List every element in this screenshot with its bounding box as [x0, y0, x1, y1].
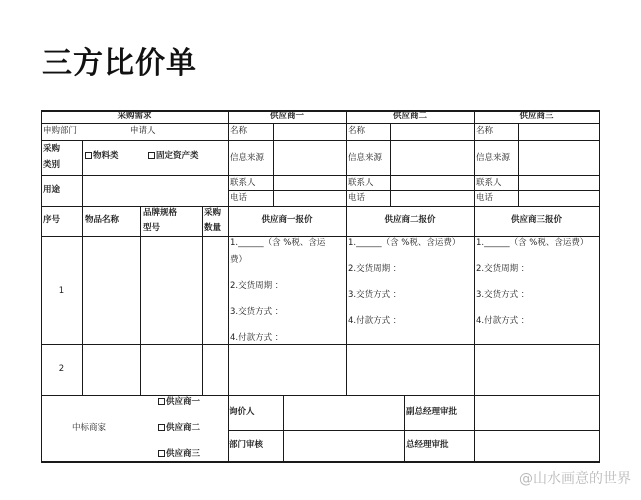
winner-label: 中标商家: [72, 423, 107, 433]
winner-option-1-label: 供应商一: [166, 397, 201, 407]
row-seq-1: 1: [58, 286, 65, 296]
s2-delivery-term: 2.交货周期 ：: [348, 264, 402, 274]
brand-header-line2: 型号: [143, 223, 161, 233]
purchase-demand-header: 采购需求: [117, 111, 152, 121]
material-checkbox[interactable]: [85, 152, 119, 161]
winner-option-2-label: 供应商二: [166, 423, 201, 433]
s2-contact-label: 联系人: [348, 178, 374, 188]
checkbox-icon: [158, 398, 165, 405]
fixed-asset-option-label: 固定资产类: [156, 151, 199, 161]
quote2-header: 供应商二报价: [384, 215, 436, 225]
s2-payment-term: 4.付款方式 ：: [348, 316, 402, 326]
use-label: 用途: [43, 185, 61, 195]
watermark: @山水画意的世界: [519, 471, 631, 487]
brand-header-line1: 品牌规格: [143, 208, 178, 218]
s3-method-term: 3.交货方式 ：: [476, 290, 530, 300]
s2-source-label: 信息来源: [348, 153, 383, 163]
s2-phone-label: 电话: [348, 193, 366, 203]
supplier1-header: 供应商一: [269, 111, 304, 121]
s1-price-term-line2: 费）: [230, 255, 248, 265]
s2-name-label: 名称: [348, 126, 366, 136]
dept-label: 申购部门: [43, 126, 78, 136]
s1-source-label: 信息来源: [230, 153, 265, 163]
winner-option-1[interactable]: [158, 398, 200, 407]
winner-option-3-label: 供应商三: [166, 449, 201, 459]
checkbox-icon: [158, 450, 165, 457]
s3-source-label: 信息来源: [476, 153, 511, 163]
s3-phone-label: 电话: [476, 193, 494, 203]
quote1-header: 供应商一报价: [261, 215, 313, 225]
checkbox-icon: [158, 424, 165, 431]
supplier2-header: 供应商二: [392, 111, 427, 121]
gm-review-label: 总经理审批: [406, 440, 449, 450]
winner-option-2[interactable]: [158, 424, 200, 433]
s3-contact-label: 联系人: [476, 178, 502, 188]
category-label-1: 采购: [43, 144, 61, 154]
s3-price-term: 1.______（含 %税、含运费）: [476, 238, 589, 248]
s1-payment-term: 4.付款方式 ：: [230, 333, 284, 343]
dept-review-label: 部门审核: [229, 440, 264, 450]
s1-delivery-term: 2.交货周期 ：: [230, 281, 284, 291]
fixed-asset-checkbox[interactable]: [148, 152, 199, 161]
checkbox-icon: [148, 152, 155, 159]
inquirer-label: 询价人: [229, 407, 255, 417]
material-option-label: 物料类: [93, 151, 119, 161]
s1-phone-label: 电话: [230, 193, 248, 203]
page-title: 三方比价单: [42, 46, 197, 81]
s3-delivery-term: 2.交货周期 ：: [476, 264, 530, 274]
row-seq-2: 2: [58, 364, 65, 374]
quote3-header: 供应商三报价: [510, 215, 562, 225]
vp-review-label: 副总经理审批: [406, 407, 458, 417]
qty-header-line2: 数量: [204, 223, 222, 233]
s3-payment-term: 4.付款方式 ：: [476, 316, 530, 326]
s1-contact-label: 联系人: [230, 178, 256, 188]
s2-price-term: 1.______（含 %税、含运费）: [348, 238, 461, 248]
applicant-label: 申请人: [130, 126, 156, 136]
qty-header-line1: 采购: [204, 208, 222, 218]
checkbox-icon: [85, 152, 92, 159]
winner-option-3[interactable]: [158, 450, 200, 459]
s1-method-term: 3.交货方式 ：: [230, 307, 284, 317]
category-label-2: 类别: [43, 160, 61, 170]
supplier3-header: 供应商三: [519, 111, 554, 121]
s1-name-label: 名称: [230, 126, 248, 136]
seq-header: 序号: [43, 215, 61, 225]
item-name-header: 物品名称: [85, 215, 120, 225]
s3-name-label: 名称: [476, 126, 494, 136]
s2-method-term: 3.交货方式 ：: [348, 290, 402, 300]
s1-price-term-line1: 1.______（含 %税、含运: [230, 238, 326, 248]
